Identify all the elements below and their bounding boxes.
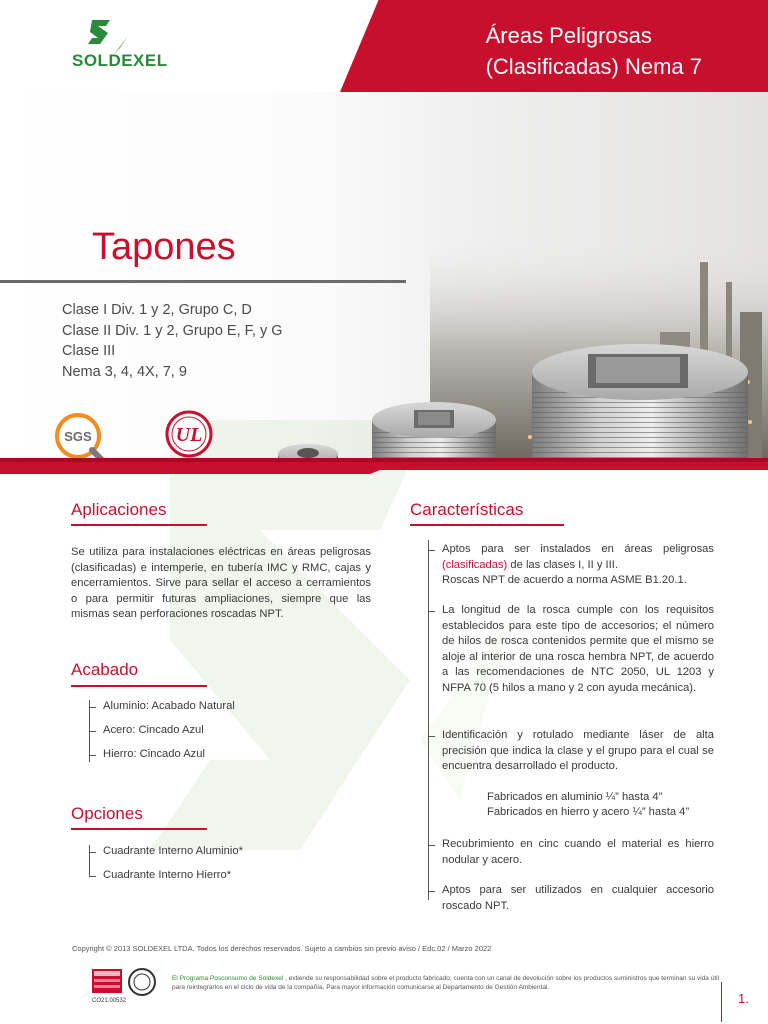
classification-item: Clase II Div. 1 y 2, Grupo E, F, y G (62, 322, 283, 339)
caracteristica-item (442, 542, 714, 589)
acabado-item: Aluminio: Acabado Natural (103, 700, 235, 712)
copyright-notice: Copyright © 2013 SOLDEXEL LTDA. Todos los derechos reservados. Sujeto a cambios sin previo aviso / Edc.02 / Marzo 2022 (72, 944, 492, 953)
aplicaciones-text: Se utiliza para instalaciones eléctricas en áreas peligrosas (clasificadas) e intemperie, en tubería IMC y RMC, cajas y encerramientos. Sirve para sellar el acceso a cerramientos o para permitir futuras ampliaciones, siempre que las mismas sean perforaciones roscadas NPT. (71, 546, 371, 620)
acabado-item: Hierro: Cincado Azul (103, 748, 205, 760)
caracteristica-item1-line3: Roscas NPT de acuerdo a norma ASME B1.20.1. (442, 574, 687, 586)
header-band (0, 0, 768, 92)
header-title (486, 20, 702, 82)
opciones-bracket (89, 845, 90, 877)
page-number-bar (721, 982, 722, 1022)
caracteristica-item1-line1: Aptos para ser instalados en áreas peligrosas (442, 543, 714, 555)
list-tick (428, 891, 435, 892)
list-tick (89, 755, 96, 756)
classification-item: Clase III (62, 343, 116, 359)
aplicaciones-heading: Aplicaciones (71, 500, 167, 519)
caracteristicas-heading: Características (410, 500, 524, 519)
caracteristica-item: Identificación y rotulado mediante láser de alta precisión que indica la clase y el grupo para el cual se encuentra desarrollado el producto. (442, 729, 714, 772)
title-rule (0, 280, 406, 283)
caracteristica-item1-highlight: (clasificadas) (442, 558, 508, 571)
classification-item: Clase I Div. 1 y 2, Grupo C, D (62, 302, 252, 318)
list-tick (428, 736, 435, 737)
acabado-rule (71, 685, 207, 687)
caracteristicas-bracket (428, 540, 429, 900)
cert-code: CO21.00532 (92, 998, 127, 1004)
opciones-item: Cuadrante Interno Hierro* (103, 869, 232, 881)
caracteristica-item: Recubrimiento en cinc cuando el material es hierro nodular y acero. (442, 838, 714, 866)
acabado-item: Acero: Cincado Azul (103, 724, 204, 736)
size-range-hierro-acero: Fabricados en hierro y acero ¼” hasta 4” (487, 806, 690, 818)
posconsumo-program-label: El Programa Posconsumo de Soldexel (172, 975, 284, 982)
caracteristica-item1-rest: de las clases I, II y III. (507, 558, 618, 571)
large-plug (532, 344, 748, 458)
section-divider (0, 458, 768, 474)
soldexel-logo-icon (70, 18, 130, 54)
caracteristica-item: La longitud de la rosca cumple con los requisitos establecidos para este tipo de accesorios; el número de hilos de rosca contenidos permite que el mismo se aloje al interior de una rosca hembra NPT, de acuerdo a las recomendaciones de NTC 2050, UL 1203 y NFPA 70 (5 hilos a mano y 2 con ayuda mecánica). (442, 604, 714, 694)
list-tick (89, 876, 96, 877)
acabado-heading: Acabado (71, 660, 139, 679)
medium-plug (372, 402, 496, 458)
caracteristicas-rule (410, 524, 564, 526)
list-tick (428, 611, 435, 612)
header-title-line2: (Clasificadas) Nema 7 (485, 54, 702, 79)
page-title: Tapones (92, 226, 236, 268)
opciones-item: Cuadrante Interno Aluminio* (103, 845, 243, 857)
aplicaciones-rule (71, 524, 207, 526)
posconsumo-program-text (172, 974, 720, 992)
list-tick (89, 707, 96, 708)
sgs-certification-icon (52, 410, 112, 458)
classification-list (62, 300, 283, 382)
small-plug (278, 444, 338, 458)
header-title-line1: Áreas Peligrosas (485, 23, 652, 48)
page-number: 1. (738, 991, 749, 1006)
opciones-rule (71, 828, 207, 830)
posconsumo-program-body: , extiende su responsabilidad sobre el producto fabricado; cuenta con un canal de devolución sobre los productos suministros que terminan su vida útil para reintegrarlos en el ciclo de vida de la compañía. Para mayor información comunicarse al Departamento de Gestión Ambiental. (172, 975, 720, 991)
classification-item: Nema 3, 4, 4X, 7, 9 (62, 363, 187, 380)
list-tick (89, 852, 96, 853)
logo-wordmark: SOLDEXEL (72, 51, 168, 70)
iso-certification-icon (92, 966, 158, 1004)
list-tick (428, 845, 435, 846)
caracteristica-item: Aptos para ser utilizados en cualquier accesorio roscado NPT. (442, 884, 714, 912)
svg-text:UL: UL (175, 424, 203, 446)
size-range-aluminio: Fabricados en aluminio ¼” hasta 4” (487, 791, 663, 803)
sgs-mark-text: SGS (64, 429, 92, 444)
list-tick (428, 550, 435, 551)
list-tick (89, 731, 96, 732)
ul-listed-icon (163, 410, 215, 458)
hero-section (0, 92, 768, 458)
opciones-heading: Opciones (71, 804, 143, 823)
threaded-plugs-product-image (270, 332, 768, 458)
